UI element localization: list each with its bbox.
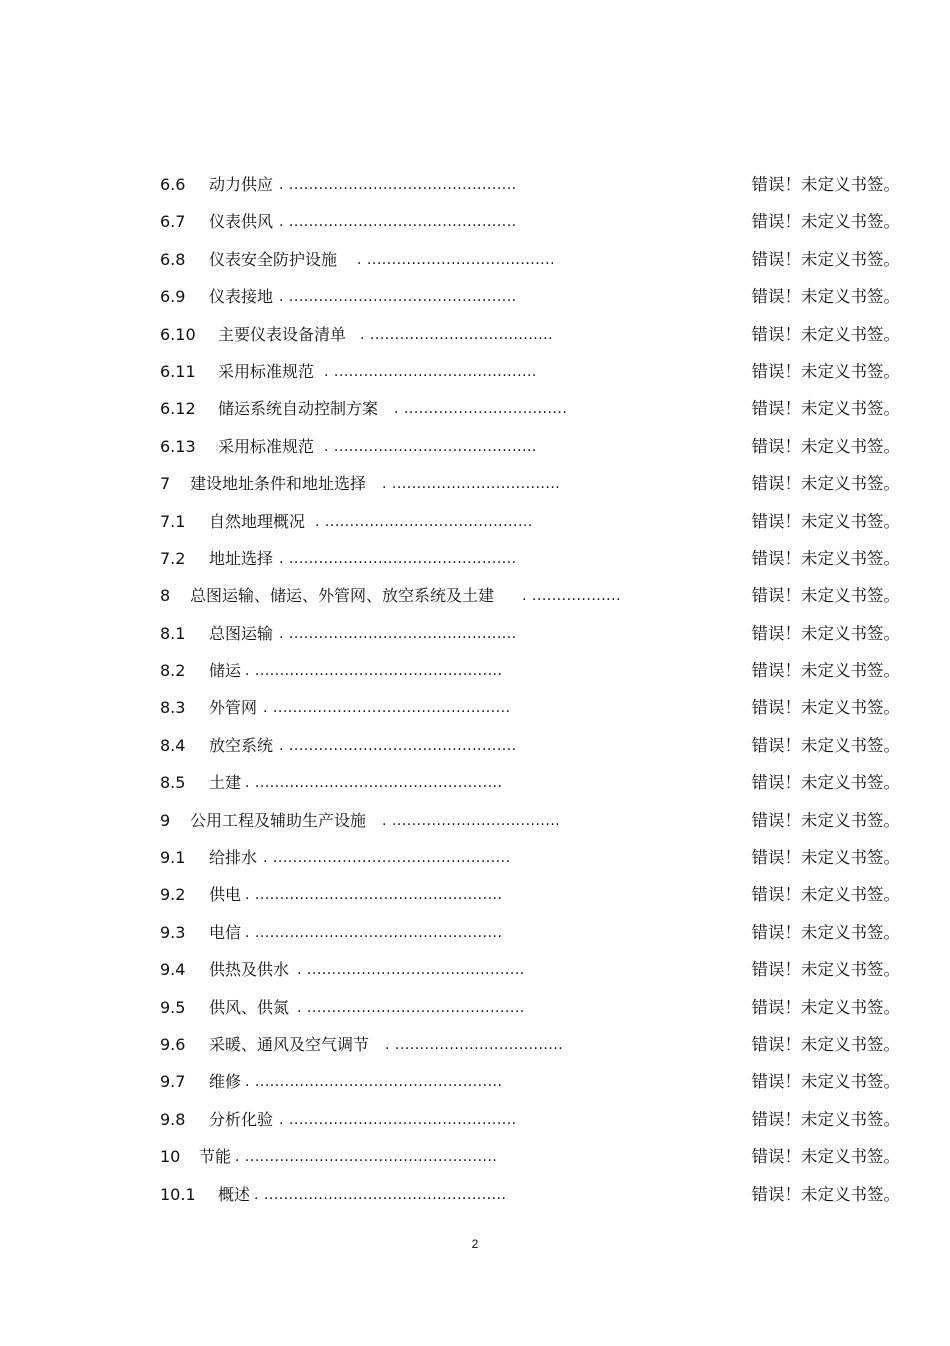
toc-entry-leader-dots: . ...................................... [357,251,556,268]
toc-entry-leader-dots: . ......................................... [324,438,537,455]
toc-entry-title: 仪表接地 [209,287,274,307]
toc-entry-leader-dots: . .............................................. [279,625,517,642]
toc-entry[interactable] [160,658,900,695]
toc-entry[interactable] [160,359,900,396]
toc-entry-title: 采用标准规范 [218,361,315,381]
toc-entry-number: 9.8 [160,1109,186,1129]
toc-entry-title: 概述 [218,1184,251,1204]
toc-entry-title: 仪表安全防护设施 [209,249,338,269]
toc-entry[interactable] [160,583,900,620]
toc-entry-title: 主要仪表设备清单 [218,324,347,344]
toc-entry-leader-dots: . .................................................. [245,924,503,941]
page-number: 2 [471,1237,479,1251]
toc-entry-number: 8.4 [160,735,186,755]
toc-entry[interactable] [160,509,900,546]
toc-entry-number: 8 [160,586,171,606]
toc-entry-page-ref: 错误！未定义书签。 [751,1147,900,1167]
toc-entry-number: 8.1 [160,623,186,643]
toc-entry-page-ref: 错误！未定义书签。 [751,1109,900,1129]
toc-entry-page-ref: 错误！未定义书签。 [751,399,900,419]
toc-entry-page-ref: 错误！未定义书签。 [751,474,900,494]
toc-entry[interactable] [160,957,900,994]
toc-entry[interactable] [160,322,900,359]
toc-entry-title: 自然地理概况 [209,511,306,531]
toc-entry-title: 总图运输、储运、外管网、放空系统及土建 [190,586,495,606]
toc-entry-title: 节能 [199,1147,232,1167]
toc-entry-leader-dots: . .................................................. [245,887,503,904]
toc-entry[interactable] [160,471,900,508]
toc-entry[interactable] [160,1069,900,1106]
toc-entry-title: 公用工程及辅助生产设施 [190,810,367,830]
toc-entry-leader-dots: . .............................................. [279,550,517,567]
toc-entry[interactable] [160,733,900,770]
toc-entry-leader-dots: . .................................................. [245,1074,503,1091]
toc-entry-leader-dots: . ................................................... [235,1149,498,1166]
toc-entry-title: 土建 [209,773,242,793]
toc-entry[interactable] [160,995,900,1032]
toc-entry-title: 维修 [209,1072,242,1092]
toc-entry-leader-dots: . ................................. [394,401,568,418]
toc-entry-page-ref: 错误！未定义书签。 [751,922,900,942]
toc-entry-page-ref: 错误！未定义书签。 [751,361,900,381]
toc-entry-leader-dots: . ................................................ [263,850,511,867]
toc-entry-number: 6.7 [160,212,186,232]
toc-entry-title: 供电 [209,885,242,905]
toc-entry-title: 仪表供风 [209,212,274,232]
toc-entry-title: 给排水 [209,848,258,868]
toc-entry-page-ref: 错误！未定义书签。 [751,848,900,868]
toc-entry-page-ref: 错误！未定义书签。 [751,436,900,456]
toc-entry-title: 电信 [209,922,242,942]
toc-entry-number: 9 [160,810,171,830]
toc-entry[interactable] [160,920,900,957]
toc-entry-leader-dots: . .................................................. [245,775,503,792]
toc-entry-title: 储运系统自动控制方案 [218,399,379,419]
toc-entry-page-ref: 错误！未定义书签。 [751,1184,900,1204]
toc-entry[interactable] [160,621,900,658]
toc-entry[interactable] [160,172,900,209]
toc-entry-number: 7 [160,474,171,494]
toc-entry-leader-dots: . ............................................ [297,962,525,979]
toc-entry-leader-dots: . .................. [522,588,622,605]
toc-entry-leader-dots: . ................................................. [254,1186,507,1203]
toc-entry-number: 6.6 [160,175,186,194]
toc-entry-number: 9.3 [160,922,186,942]
toc-entry[interactable] [160,209,900,246]
toc-entry-page-ref: 错误！未定义书签。 [751,548,900,568]
toc-entry-page-ref: 错误！未定义书签。 [751,810,900,830]
table-of-contents [160,172,900,1219]
toc-entry-number: 6.9 [160,287,186,307]
toc-entry-leader-dots: . ..................................... [360,326,554,343]
toc-entry-leader-dots: . .................................. [382,812,561,829]
toc-entry-page-ref: 错误！未定义书签。 [751,960,900,980]
toc-entry-title: 地址选择 [209,548,274,568]
toc-entry-number: 7.1 [160,511,186,531]
toc-entry-number: 9.4 [160,960,186,980]
toc-entry-page-ref: 错误！未定义书签。 [751,698,900,718]
toc-entry-number: 7.2 [160,548,186,568]
toc-entry-leader-dots: . .............................................. [279,1111,517,1128]
toc-entry-page-ref: 错误！未定义书签。 [751,586,900,606]
toc-entry-leader-dots: . .............................................. [279,289,517,306]
toc-entry-number: 9.5 [160,997,186,1017]
toc-entry-number: 6.8 [160,249,186,269]
toc-entry[interactable] [160,1182,900,1219]
toc-entry-number: 10.1 [160,1184,196,1204]
toc-entry-page-ref: 错误！未定义书签。 [751,773,900,793]
toc-entry-title: 建设地址条件和地址选择 [190,474,367,494]
toc-entry-number: 9.7 [160,1072,186,1092]
toc-entry-leader-dots: . .................................. [385,1036,564,1053]
toc-entry-page-ref: 错误！未定义书签。 [751,324,900,344]
toc-entry-title: 供热及供水 [209,960,290,980]
toc-entry-number: 8.3 [160,698,186,718]
toc-entry-leader-dots: . ................................................ [263,700,511,717]
toc-entry-number: 6.13 [160,436,196,456]
toc-entry-page-ref: 错误！未定义书签。 [751,212,900,232]
toc-entry-page-ref: 错误！未定义书签。 [751,287,900,307]
toc-entry[interactable] [160,284,900,321]
toc-entry-leader-dots: . .................................. [382,476,561,493]
toc-entry-leader-dots: . ......................................... [324,363,537,380]
toc-entry[interactable] [160,695,900,732]
toc-entry[interactable] [160,845,900,882]
toc-entry-title: 分析化验 [209,1109,274,1129]
toc-entry[interactable] [160,1107,900,1144]
toc-entry[interactable] [160,396,900,433]
toc-entry[interactable] [160,434,900,471]
toc-entry[interactable] [160,247,900,284]
toc-entry-title: 总图运输 [209,623,274,643]
toc-entry-number: 8.5 [160,773,186,793]
toc-entry-page-ref: 错误！未定义书签。 [751,1072,900,1092]
toc-entry-page-ref: 错误！未定义书签。 [751,735,900,755]
toc-entry-leader-dots: . ............................................ [297,999,525,1016]
toc-entry[interactable] [160,1144,900,1181]
toc-entry-title: 储运 [209,661,242,681]
toc-entry-number: 10 [160,1147,181,1167]
toc-entry-title: 供风、供氮 [209,997,290,1017]
toc-entry-title: 外管网 [209,698,258,718]
toc-entry-page-ref: 错误！未定义书签。 [751,997,900,1017]
toc-entry-number: 9.6 [160,1034,186,1054]
toc-entry-page-ref: 错误！未定义书签。 [751,1034,900,1054]
toc-entry-leader-dots: . .............................................. [279,214,517,231]
toc-entry[interactable] [160,882,900,919]
toc-entry-number: 9.2 [160,885,186,905]
toc-entry-number: 6.11 [160,361,196,381]
toc-entry-title: 动力供应 [209,175,274,194]
toc-entry-leader-dots: . .................................................. [245,663,503,680]
toc-entry-page-ref: 错误！未定义书签。 [751,175,900,194]
toc-entry-title: 采暖、通风及空气调节 [209,1034,370,1054]
toc-entry-number: 8.2 [160,661,186,681]
toc-entry-title: 放空系统 [209,735,274,755]
toc-entry-leader-dots: . .............................................. [279,737,517,754]
toc-entry-title: 采用标准规范 [218,436,315,456]
toc-entry-page-ref: 错误！未定义书签。 [751,511,900,531]
toc-entry-page-ref: 错误！未定义书签。 [751,623,900,643]
toc-entry[interactable] [160,546,900,583]
toc-entry-page-ref: 错误！未定义书签。 [751,885,900,905]
toc-entry-page-ref: 错误！未定义书签。 [751,661,900,681]
toc-entry-page-ref: 错误！未定义书签。 [751,249,900,269]
toc-entry[interactable] [160,1032,900,1069]
toc-entry-number: 6.12 [160,399,196,419]
toc-entry-number: 9.1 [160,848,186,868]
toc-entry-number: 6.10 [160,324,196,344]
toc-entry[interactable] [160,770,900,807]
toc-entry[interactable] [160,808,900,845]
toc-entry-leader-dots: . .............................................. [279,177,517,193]
toc-entry-leader-dots: . .......................................... [315,513,533,530]
